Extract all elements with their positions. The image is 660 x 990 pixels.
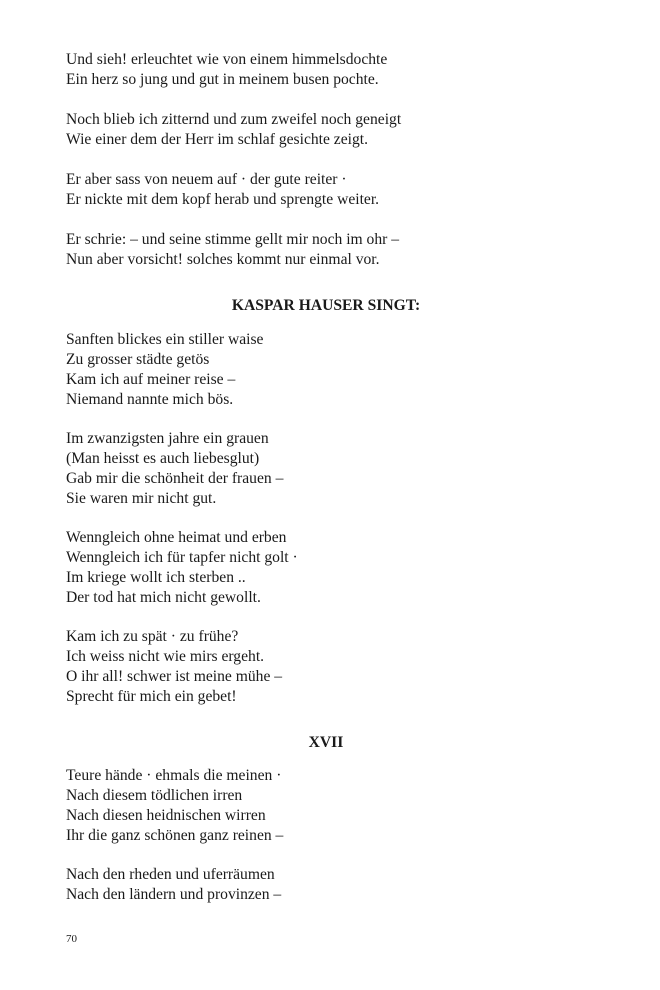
verse-line: O ihr all! schwer ist meine mühe –	[66, 668, 283, 685]
verse-line: Er nickte mit dem kopf herab und sprengte weiter.	[66, 191, 380, 208]
page-number: 70	[66, 933, 77, 945]
verse-line: Nach den ländern und provinzen –	[66, 886, 282, 903]
verse-line: Nun aber vorsicht! solches kommt nur einmal vor.	[66, 251, 380, 268]
verse-line: Sprecht für mich ein gebet!	[66, 688, 237, 705]
verse-line: Nach diesem tödlichen irren	[66, 787, 243, 804]
verse-line: Nach diesen heidnischen wirren	[66, 807, 266, 824]
stanza-intro-2	[66, 110, 586, 150]
poem-title-kaspar: KASPAR HAUSER SINGT:	[231, 297, 421, 314]
stanza-xvii-2	[66, 865, 586, 905]
stanza-kaspar-3	[66, 528, 586, 608]
verse-line: Und sieh! erleuchtet wie von einem himmelsdochte	[66, 51, 388, 68]
verse-line: Teure hände · ehmals die meinen ·	[66, 767, 282, 784]
verse-line: Noch blieb ich zitternd und zum zweifel noch geneigt	[66, 111, 402, 128]
poem-title-xvii: XVII	[308, 734, 344, 751]
stanza-intro-1	[66, 50, 586, 90]
stanza-xvii-1	[66, 766, 586, 846]
verse-line: Sie waren mir nicht gut.	[66, 490, 217, 507]
verse-line: Im zwanzigsten jahre ein grauen	[66, 430, 269, 447]
verse-line: Wenngleich ohne heimat und erben	[66, 529, 287, 546]
verse-line: (Man heisst es auch liebesglut)	[66, 450, 260, 467]
stanza-kaspar-4	[66, 627, 586, 707]
verse-line: Nach den rheden und uferräumen	[66, 866, 275, 883]
verse-line: Niemand nannte mich bös.	[66, 391, 234, 408]
verse-line: Kam ich zu spät · zu frühe?	[66, 628, 239, 645]
verse-line: Wie einer dem der Herr im schlaf gesichte zeigt.	[66, 131, 369, 148]
verse-line: Zu grosser städte getös	[66, 351, 210, 368]
verse-line: Er aber sass von neuem auf · der gute reiter ·	[66, 171, 347, 188]
stanza-intro-4	[66, 230, 586, 270]
verse-line: Der tod hat mich nicht gewollt.	[66, 589, 261, 606]
verse-line: Wenngleich ich für tapfer nicht golt ·	[66, 549, 298, 566]
verse-line: Ich weiss nicht wie mirs ergeht.	[66, 648, 265, 665]
verse-line: Gab mir die schönheit der frauen –	[66, 470, 284, 487]
stanza-kaspar-1	[66, 330, 586, 410]
verse-line: Er schrie: – und seine stimme gellt mir noch im ohr –	[66, 231, 400, 248]
verse-line: Ihr die ganz schönen ganz reinen –	[66, 827, 284, 844]
verse-line: Ein herz so jung und gut in meinem busen pochte.	[66, 71, 379, 88]
stanza-intro-3	[66, 170, 586, 210]
stanza-kaspar-2	[66, 429, 586, 509]
verse-line: Sanften blickes ein stiller waise	[66, 331, 264, 348]
verse-line: Im kriege wollt ich sterben ..	[66, 569, 246, 586]
verse-line: Kam ich auf meiner reise –	[66, 371, 236, 388]
